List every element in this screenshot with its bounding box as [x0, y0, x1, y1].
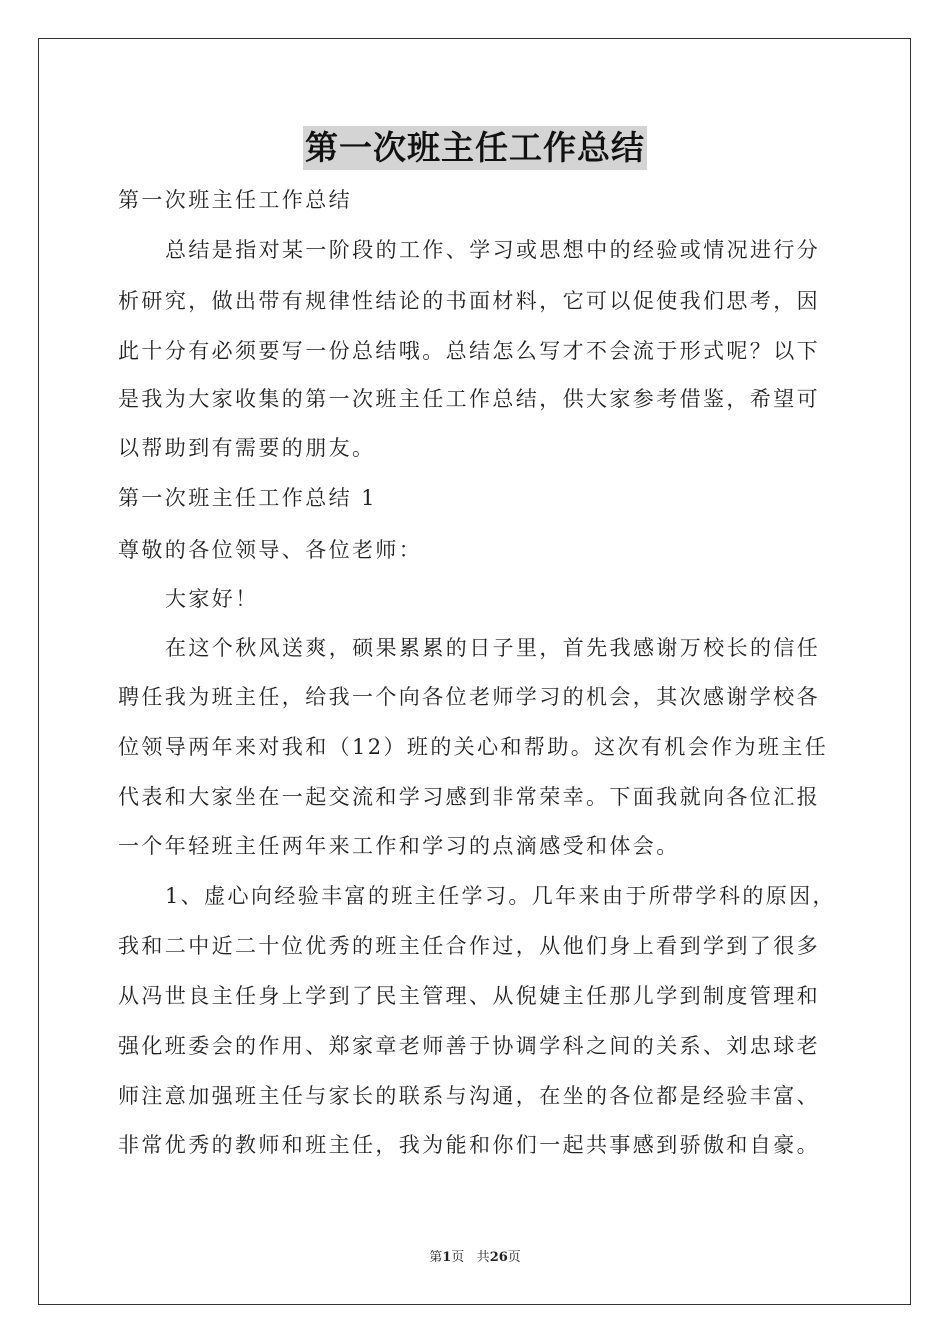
paragraph-line: 以帮助到有需要的朋友。	[118, 436, 376, 460]
total-pages: 26	[489, 1250, 508, 1265]
paragraph-line: 聘任我为班主任，给我一个向各位老师学习的机会，其次感谢学校各	[118, 685, 820, 709]
paragraph-line: 1、虚心向经验丰富的班主任学习。几年来由于所带学科的原因，	[165, 884, 836, 908]
paragraph-line: 强化班委会的作用、郑家章老师善于协调学科之间的关系、刘忠球老	[118, 1034, 820, 1058]
paragraph-line: 非常优秀的教师和班主任，我为能和你们一起共事感到骄傲和自豪。	[118, 1133, 820, 1157]
paragraph-line: 是我为大家收集的第一次班主任工作总结，供大家参考借鉴，希望可	[118, 387, 820, 411]
footer-total-suffix: 页	[507, 1250, 521, 1265]
paragraph-line: 析研究，做出带有规律性结论的书面材料，它可以促使我们思考，因	[118, 289, 820, 313]
footer-prefix: 第	[429, 1250, 443, 1265]
paragraph-line: 代表和大家坐在一起交流和学习感到非常荣幸。下面我就向各位汇报	[118, 785, 820, 809]
title-container	[0, 126, 950, 170]
footer-total-prefix: 共	[476, 1250, 490, 1265]
paragraph-line: 总结是指对某一阶段的工作、学习或思想中的经验或情况进行分	[165, 238, 821, 262]
paragraph-line: 此十分有必须要写一份总结哦。总结怎么写才不会流于形式呢？以下	[118, 339, 820, 363]
paragraph-line: 从冯世良主任身上学到了民主管理、从倪婕主任那儿学到制度管理和	[118, 984, 820, 1008]
paragraph-line: 一个年轻班主任两年来工作和学习的点滴感受和体会。	[118, 834, 680, 858]
footer-page-suffix: 页	[451, 1250, 465, 1265]
paragraph-line: 位领导两年来对我和（12）班的关心和帮助。这次有机会作为班主任	[118, 735, 829, 759]
section-heading: 第一次班主任工作总结 1	[118, 486, 377, 510]
subtitle-line: 第一次班主任工作总结	[118, 188, 352, 212]
salutation-line: 尊敬的各位领导、各位老师：	[118, 538, 423, 562]
page-footer	[0, 1246, 950, 1265]
paragraph-line: 我和二中近二十位优秀的班主任合作过，从他们身上看到学到了很多	[118, 934, 820, 958]
paragraph-line: 在这个秋风送爽，硕果累累的日子里，首先我感谢万校长的信任	[165, 636, 821, 660]
page-border	[38, 38, 911, 1305]
page-number: 1	[442, 1250, 452, 1265]
document-title: 第一次班主任工作总结	[303, 126, 647, 170]
paragraph-line: 师注意加强班主任与家长的联系与沟通，在坐的各位都是经验丰富、	[118, 1084, 820, 1108]
greeting-line: 大家好！	[165, 587, 259, 611]
